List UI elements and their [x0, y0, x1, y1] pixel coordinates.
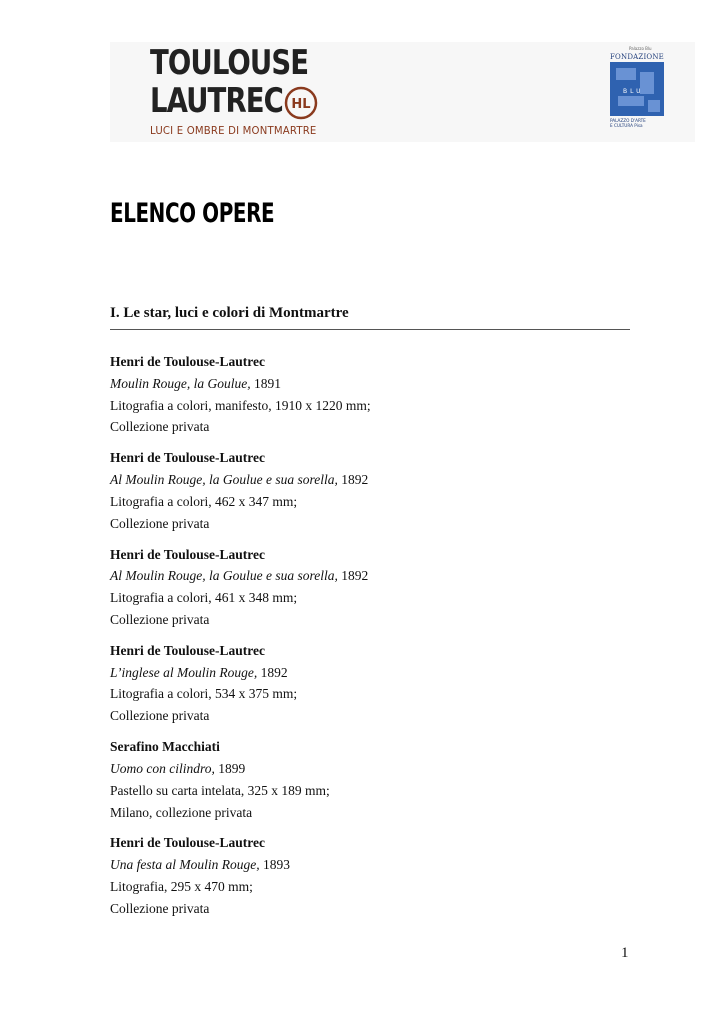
work-title-line — [110, 758, 630, 780]
work-title: Moulin Rouge, la Goulue, — [110, 375, 251, 391]
work-entry — [110, 640, 630, 736]
work-entry — [110, 447, 630, 543]
monogram-text: HL — [291, 97, 311, 112]
work-artist: Henri de Toulouse-Lautrec — [110, 546, 266, 562]
work-title-line — [110, 854, 630, 876]
fondazione-emblem — [610, 62, 664, 116]
work-title-line — [110, 373, 630, 395]
work-title: Al Moulin Rouge, la Goulue e sua sorella, — [110, 568, 338, 584]
work-collection: Collezione privata — [110, 708, 210, 724]
work-title: Una festa al Moulin Rouge, — [110, 857, 260, 873]
fondazione-caption-line2: E CULTURA Pisa — [610, 123, 643, 128]
work-collection: Collezione privata — [110, 900, 210, 916]
work-collection: Collezione privata — [110, 515, 210, 531]
work-entry — [110, 736, 630, 832]
work-year: 1892 — [337, 568, 369, 584]
document-title: ELENCO OPERE — [110, 198, 275, 229]
page-number: 1 — [621, 945, 629, 961]
work-title: L’inglese al Moulin Rouge, — [110, 664, 258, 680]
work-year: 1892 — [257, 664, 288, 680]
work-artist: Serafino Macchiati — [110, 739, 220, 755]
work-technique: Litografia a colori, 534 x 375 mm; — [110, 686, 298, 702]
monogram-icon — [284, 86, 318, 120]
logo-subtitle: LUCI E OMBRE DI MONTMARTRE — [150, 124, 317, 137]
work-technique: Litografia a colori, manifesto, 1910 x 1220 mm; — [110, 397, 371, 413]
work-title: Uomo con cilindro, — [110, 760, 215, 776]
work-title-line — [110, 469, 630, 491]
section-divider — [110, 329, 630, 330]
works-list — [110, 351, 630, 929]
fondazione-logo — [607, 46, 667, 142]
exhibition-logo — [150, 43, 330, 141]
work-title-line — [110, 662, 630, 684]
work-artist: Henri de Toulouse-Lautrec — [110, 642, 266, 658]
work-entry — [110, 832, 630, 928]
work-year: 1892 — [337, 472, 369, 488]
fondazione-blu-text: BLU — [623, 88, 644, 95]
fondazione-caption-line1: PALAZZO D'ARTE — [610, 118, 646, 123]
work-year: 1899 — [214, 760, 246, 776]
logo-title-line1: TOULOUSE — [150, 43, 309, 83]
work-year: 1891 — [250, 375, 281, 391]
work-title-line — [110, 565, 630, 587]
work-technique: Litografia a colori, 461 x 348 mm; — [110, 590, 298, 606]
section-heading: I. Le star, luci e colori di Montmartre — [110, 305, 349, 321]
work-technique: Litografia a colori, 462 x 347 mm; — [110, 493, 298, 509]
work-title: Al Moulin Rouge, la Goulue e sua sorella, — [110, 472, 338, 488]
fondazione-name: FONDAZIONE — [610, 53, 664, 61]
work-entry — [110, 544, 630, 640]
work-entry — [110, 351, 630, 447]
work-artist: Henri de Toulouse-Lautrec — [110, 835, 266, 851]
fondazione-top-label: Palazzo Blu — [629, 46, 652, 51]
work-collection: Collezione privata — [110, 611, 210, 627]
logo-title-line2: LAUTREC — [150, 81, 283, 121]
work-collection: Milano, collezione privata — [110, 804, 253, 820]
work-technique: Litografia, 295 x 470 mm; — [110, 879, 253, 895]
work-collection: Collezione privata — [110, 419, 210, 435]
work-artist: Henri de Toulouse-Lautrec — [110, 354, 266, 369]
work-technique: Pastello su carta intelata, 325 x 189 mm; — [110, 782, 330, 798]
work-year: 1893 — [259, 857, 290, 873]
work-artist: Henri de Toulouse-Lautrec — [110, 450, 266, 466]
